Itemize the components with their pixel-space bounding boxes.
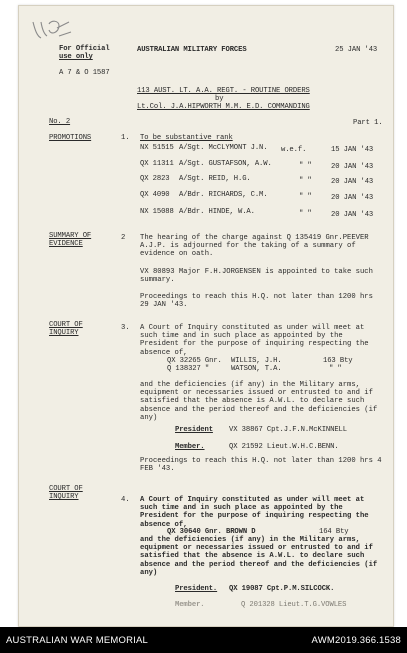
effective-date: 20 JAN '43	[331, 178, 374, 186]
ditto-mark: " "	[299, 177, 312, 185]
section-number: 2	[121, 234, 126, 242]
official-label: For Official	[59, 45, 110, 53]
service-number: QX 11311	[140, 160, 174, 168]
ditto-mark: " "	[299, 210, 312, 218]
summary-paragraph: The hearing of the charge against Q 135419 Gnr.PEEVER A.J.P. is adjourned for the taking of a summary of evidence on oath.	[140, 234, 369, 259]
member-label: Member.	[175, 443, 205, 451]
service-number: QX 4090	[140, 191, 170, 199]
section-heading-court: COURT OF	[49, 321, 83, 329]
part-label: Part 1.	[353, 119, 383, 127]
document-date: 25 JAN '43	[335, 46, 378, 54]
section-number: 1.	[121, 134, 130, 142]
soldier-name: A/Sgt. GUSTAFSON, A.W.	[179, 160, 272, 168]
president-label: President.	[175, 585, 218, 593]
ditto-mark: " "	[299, 162, 312, 170]
document-title: AUSTRALIAN MILITARY FORCES	[137, 46, 247, 54]
president-name: QX 19087 Cpt.P.M.SILCOCK.	[229, 585, 335, 593]
by-label: by	[215, 95, 224, 103]
service-number: QX 32265 Gnr.	[167, 357, 222, 365]
section-heading-evidence: EVIDENCE	[49, 240, 83, 248]
footer-bar	[0, 627, 407, 653]
footer-accession-number: AWM2019.366.1538	[311, 635, 401, 646]
member-label: Member.	[175, 601, 205, 609]
section-number: 4.	[121, 496, 130, 504]
service-number: QX 2823	[140, 175, 170, 183]
inquiry-deficiencies: and the deficiencies (if any) in the Military arms, equipment or necessaries issued or entrusted to and if satisfied that the absence is A.W.L. to declare such absence and the period thereof and the deficiencies (if any)	[140, 381, 378, 422]
section-number: 3.	[121, 324, 130, 332]
handwritten-annotation	[29, 16, 75, 46]
section-heading-promotions: PROMOTIONS	[49, 134, 92, 142]
section-heading-summary: SUMMARY OF	[49, 232, 92, 240]
inquiry-paragraph: A Court of Inquiry constituted as under will meet at such time and in such place as appointed by the President for the purpose of inquiring respecting the absence of,	[140, 496, 369, 529]
effective-date: 20 JAN '43	[331, 163, 374, 171]
battery-label: 163 Bty	[323, 357, 353, 365]
effective-label: w.e.f.	[281, 146, 307, 154]
soldier-name: A/Bdr. RICHARDS, C.M.	[179, 191, 268, 199]
inquiry-deficiencies: and the deficiencies (if any) in the Military arms, equipment or necessaries issued or entrusted to and if satisfied that the absence is A.W.L. to declare such absence and the period thereof and the deficiencies (if any)	[140, 536, 378, 577]
section-heading-inquiry: INQUIRY	[49, 493, 79, 501]
section-heading-inquiry: INQUIRY	[49, 329, 79, 337]
promotions-intro: To be substantive rank	[140, 134, 233, 142]
ditto-mark: " "	[299, 193, 312, 201]
service-number: NX 15088	[140, 208, 174, 216]
order-number: No. 2	[49, 118, 71, 126]
soldier-name: A/Bdr. HINDE, W.A.	[179, 208, 255, 216]
member-name: QX 21592 Lieut.W.H.C.BENN.	[229, 443, 339, 451]
member-name: Q 201328 Lieut.T.G.VOWLES	[241, 601, 347, 609]
president-name: VX 38867 Cpt.J.F.N.McKINNELL	[229, 426, 347, 434]
soldier-name: A/Sgt. McCLYMONT J.N.	[179, 144, 268, 152]
reference-number: A 7 & O 1587	[59, 69, 110, 77]
use-only-label: use only	[59, 53, 93, 61]
effective-date: 20 JAN '43	[331, 211, 374, 219]
soldier-name: WATSON, T.A.	[231, 365, 282, 373]
summary-appointment: VX 80893 Major F.H.JORGENSEN is appointed to take such summary.	[140, 268, 373, 285]
inquiry-deadline: Proceedings to reach this H.Q. not later than 1200 hrs 4 FEB '43.	[140, 457, 382, 474]
effective-date: 15 JAN '43	[331, 146, 374, 154]
orders-line: 113 AUST. LT. A.A. REGT. - ROUTINE ORDERS	[137, 87, 310, 95]
section-heading-court: COURT OF	[49, 485, 83, 493]
commanding-officer: Lt.Col. J.A.HIPWORTH M.M. E.D. COMMANDING	[137, 103, 310, 111]
footer-institution: AUSTRALIAN WAR MEMORIAL	[6, 635, 149, 646]
soldier-name: A/Sgt. REID, H.G.	[179, 175, 251, 183]
service-number: Q 138327 "	[167, 365, 210, 373]
document-page	[18, 5, 394, 627]
ditto-mark: " "	[329, 365, 342, 373]
soldier-entry: QX 30640 Gnr. BROWN D	[167, 528, 256, 536]
inquiry-paragraph: A Court of Inquiry constituted as under will meet at such time and in such place as appointed by the President for the purpose of inquiring respecting the absence of,	[140, 324, 369, 357]
battery-label: 164 Bty	[319, 528, 349, 536]
service-number: NX 51515	[140, 144, 174, 152]
president-label: President	[175, 426, 213, 434]
soldier-name: WILLIS, J.H.	[231, 357, 282, 365]
summary-deadline: Proceedings to reach this H.Q. not later than 1200 hrs 29 JAN '43.	[140, 293, 373, 310]
effective-date: 20 JAN '43	[331, 194, 374, 202]
